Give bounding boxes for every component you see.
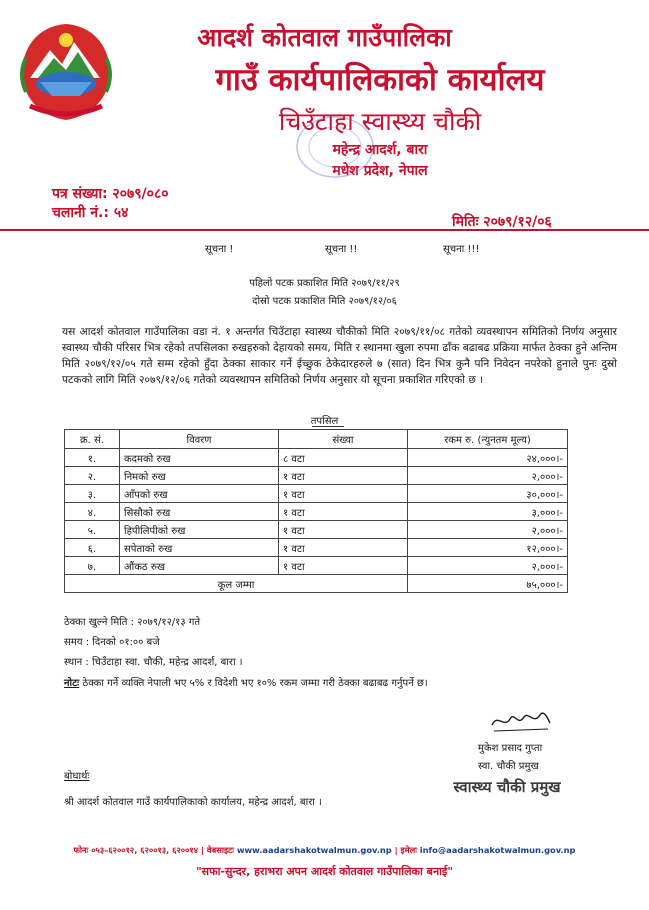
note-text: ठेक्का गर्ने व्यक्ति नेपाली भए ५% र विदेशी भए १०% रकम जम्मा गरी ठेक्का बढाबढ गर्नुपर्ने छ।: [79, 678, 428, 689]
cell-amount: २,०००।-: [408, 521, 568, 539]
signatory-name: मुकेश प्रसाद गुप्ता: [478, 743, 543, 754]
cell-description: कदमको रुख: [120, 449, 279, 467]
cell-sn: ५.: [65, 521, 120, 539]
notice-label-1: सूचना !: [205, 244, 234, 255]
svg-text:स्वास्थ्य चौकी प्रमुख: स्वास्थ्य चौकी प्रमुख: [453, 778, 561, 796]
total-value: ७५,०००।-: [408, 575, 568, 593]
header-divider: [0, 229, 649, 231]
letter-number: पत्र संख्या: २०७९/०८०: [52, 186, 169, 202]
opening-date: ठेक्का खुल्ने मिति : २०७९/१२/१३ गते: [64, 617, 201, 628]
faint-round-seal: [290, 112, 380, 182]
note-label: नोटः: [64, 678, 80, 689]
table-header-row: [65, 430, 568, 449]
total-label: कूल जम्मा: [65, 575, 408, 593]
cell-quantity: १ वटा: [279, 521, 408, 539]
email-label: | इमेलः: [391, 845, 420, 855]
tree-auction-table: [64, 429, 568, 593]
handwritten-signature: [488, 705, 554, 735]
cell-sn: ४.: [65, 503, 120, 521]
notice-label-2: सूचना !!: [325, 244, 358, 255]
first-published-date: पहिलो पटक प्रकाशित मिति २०७९/११/२९: [249, 278, 400, 289]
opening-time: समय : दिनको ०१:०० बजे: [64, 637, 160, 648]
table-total-row: [65, 575, 568, 593]
cell-amount: २,०००।-: [408, 467, 568, 485]
cell-description: हिपीलिपीको रुख: [120, 521, 279, 539]
table-row: [65, 449, 568, 467]
official-seal-stamp: [452, 768, 562, 802]
contact-footer: [0, 845, 649, 856]
table-row: [65, 557, 568, 575]
letter-date: मितिः २०७९/१२/०६: [452, 214, 552, 230]
cc-label: बोधार्थः: [64, 771, 90, 782]
second-published-date: दोस्रो पटक प्रकाशित मिति २०७९/१२/०६: [252, 296, 397, 307]
signatory-post: स्वा. चौकी प्रमुख: [478, 761, 539, 772]
caption-underline: [312, 426, 344, 427]
table-row: [65, 539, 568, 557]
cc-recipient: श्री आदर्श कोतवाल गाउँ कार्यपालिकाको कार्यालय, महेन्द्र आदर्श, बारा ।: [64, 797, 322, 808]
cell-quantity: १ वटा: [279, 539, 408, 557]
table-row: [65, 485, 568, 503]
cell-quantity: १ वटा: [279, 485, 408, 503]
col-header-amount: रकम रु. (न्युनतम मूल्य): [408, 430, 568, 449]
cell-description: आँपको रुख: [120, 485, 279, 503]
table-row: [65, 521, 568, 539]
cell-sn: ७.: [65, 557, 120, 575]
cell-description: औंकठ रुख: [120, 557, 279, 575]
cell-description: सिसौको रुख: [120, 503, 279, 521]
table-caption: तपसिल: [310, 416, 339, 427]
office-address-line1: महेन्द्र आदर्श, बारा: [332, 142, 428, 158]
cell-quantity: १ वटा: [279, 503, 408, 521]
cell-amount: ३०,०००।-: [408, 485, 568, 503]
email-link[interactable]: info@aadarshakotwalmun.gov.np: [419, 845, 576, 855]
website-link[interactable]: www.aadarshakotwalmun.gov.np: [236, 845, 392, 855]
cell-amount: २,०००।-: [408, 557, 568, 575]
office-name-line3: चिउँटाहा स्वास्थ्य चौकी: [278, 107, 482, 136]
notice-label-3: सूचना !!!: [443, 244, 480, 255]
dispatch-number: चलानी नं.: ५४: [52, 205, 129, 221]
cell-sn: २.: [65, 467, 120, 485]
cell-quantity: १ वटा: [279, 557, 408, 575]
cell-sn: १.: [65, 449, 120, 467]
cell-sn: ३.: [65, 485, 120, 503]
col-header-sn: क्र. सं.: [65, 430, 120, 449]
table-row: [65, 503, 568, 521]
office-address-line2: मधेश प्रदेश, नेपाल: [332, 163, 428, 179]
opening-place: स्थान : चिउँटाहा स्वा. चौकी, महेन्द्र आदर्श, बारा ।: [64, 657, 243, 668]
contact-phone: फोनः ०५३–६२००१२, ६२००१३, ६२००१४ | वेबसाइटः: [73, 845, 237, 855]
office-name-line1: आदर्श कोतवाल गाउँपालिका: [197, 23, 452, 52]
cell-quantity: १ वटा: [279, 467, 408, 485]
table-row: [65, 467, 568, 485]
office-name-line2: गाउँ कार्यपालिकाको कार्यालय: [215, 62, 545, 98]
cell-amount: ३,०००।-: [408, 503, 568, 521]
cell-quantity: ८ वटा: [279, 449, 408, 467]
cell-description: निमको रुख: [120, 467, 279, 485]
cell-description: सपेताको रुख: [120, 539, 279, 557]
cell-sn: ६.: [65, 539, 120, 557]
note: [64, 675, 428, 689]
notice-body-text: यस आदर्श कोतवाल गाउँपालिका वडा नं. १ अन्तर्गत चिउँटाहा स्वास्थ्य चौकीको मिति २०७९/११/०८ गतेको व्यवस्थापन समितिको निर्णय अनुसार स्वास्थ्य चौकी परिसर भित्र रहेको तपसिलका रुखहरुको देहायको समय, मिति र स्थानमा खुला रुपमा ढाँक बढाबढ प्रक्रिया मार्फत ठेक्का हुने अन्तिम मिति २०७९/१२/०५ गते सम्म रहेको हुँदा ठेक्का साकार गर्ने ईच्छुक ठेकेदारहरुले ७ (सात) दिन भित्र कुनै पनि निवेदन नपरेको हुनाले पुनः दुस्रो पटकको लागि मिति २०७९/१२/०६ गतेको व्यवस्थापन समितिको निर्णय अनुसार यो सूचना प्रकाशित गरिएको छ ।: [62, 326, 617, 386]
cell-amount: २४,०००।-: [408, 449, 568, 467]
col-header-quantity: संख्या: [279, 430, 408, 449]
slogan: "सफा-सुन्दर, हराभरा अपन आदर्श कोतवाल गाउँपालिका बनाई": [195, 865, 454, 878]
col-header-description: विवरण: [120, 430, 279, 449]
cell-amount: १२,०००।-: [408, 539, 568, 557]
